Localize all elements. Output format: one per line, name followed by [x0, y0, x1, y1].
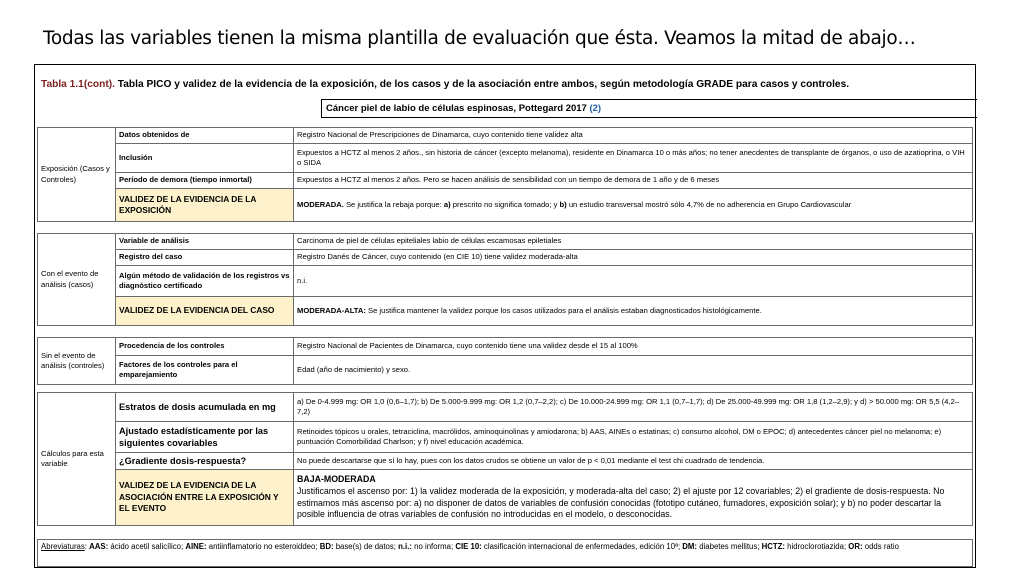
- abbreviations-footer: Abreviaturas: AAS: ácido acetil salicílico; AINE: antiinflamatorio no esteroiddeo; BD: base(s) de datos; n.i.: no informa; CIE 10: clasificación internacional de enfermedades, edición 10ª; DM: diabetes mellitus; HCTZ: hidroclorotiazida; OR: odds ratio: [37, 539, 973, 567]
- cases-key-variable: Variable de análisis: [116, 234, 294, 250]
- exposure-key-delay: Período de demora (tiempo inmortal): [116, 173, 294, 189]
- caption-label: Tabla 1.1(cont).: [41, 79, 115, 90]
- exposure-validity-value: MODERADA. Se justifica la rebaja porque: a) prescrito no significa tomado; y b) un estudio transversal mostró sólo 4,7% de no adherencia en Grupo Cardiovascular: [294, 189, 973, 222]
- cases-label: Con el evento de análisis (casos): [38, 234, 116, 326]
- exposure-value-inclusion: Expuestos a HCTZ al menos 2 años., sin historia de cáncer (excepto melanoma), residente en Dinamarca 10 o más años; no tener anecdentes de transplante de órganos, o uso de azatioprina, o VIH o SIDA: [294, 144, 973, 173]
- cases-key-validation: Algún método de validación de los registros vs diagnóstico certificado: [116, 266, 294, 297]
- cases-value-registry: Registro Danés de Cáncer, cuyo contenido (en CIE 10) tiene validez moderada-alta: [294, 250, 973, 266]
- calc-validity-key: VALIDEZ DE LA EVIDENCIA DE LA ASOCIACIÓN ENTRE LA EXPOSICIÓN Y EL EVENTO: [116, 470, 294, 526]
- controls-label: Sin el evento de análisis (controles): [38, 338, 116, 385]
- exposure-validity-key: VALIDEZ DE LA EVIDENCIA DE LA EXPOSICIÓN: [116, 189, 294, 222]
- study-header: [321, 99, 977, 118]
- exposure-value-delay: Expuestos a HCTZ al menos 2 años. Pero se hacen análisis de sensibilidad con un tiempo de demora de 1 año y de 6 meses: [294, 173, 973, 189]
- cases-section: [37, 233, 973, 326]
- calc-key-dose-response: ¿Gradiente dosis-respuesta?: [116, 453, 294, 470]
- cases-value-validation: n.i.: [294, 266, 973, 297]
- slide-title: Todas las variables tienen la misma plantilla de evaluación que ésta. Veamos la mitad de abajo…: [43, 28, 916, 49]
- exposure-value-source: Registro Nacional de Prescripciones de Dinamarca, cuyo contenido tiene validez alta: [294, 128, 973, 144]
- abbreviations-heading: Abreviaturas: [41, 542, 85, 551]
- exposure-key-source: Datos obtenidos de: [116, 128, 294, 144]
- controls-value-origin: Registro Nacional de Pacientes de Dinamarca, cuyo contenido tiene una validez desde el 15 al 100%: [294, 338, 973, 356]
- exposure-label: Exposición (Casos y Controles): [38, 128, 116, 222]
- controls-key-matching: Factores de los controles para el emparejamiento: [116, 356, 294, 385]
- controls-key-origin: Procedencia de los controles: [116, 338, 294, 356]
- caption-text: Tabla PICO y validez de la evidencia de la exposición, de los casos y de la asociación entre ambos, según metodología GRADE para casos y controles.: [114, 79, 850, 90]
- calculations-section: [37, 392, 973, 526]
- table-caption: [41, 79, 971, 90]
- exposure-section: [37, 127, 973, 222]
- calc-validity-value: [294, 470, 973, 526]
- study-name: Cáncer piel de labio de células espinosas, Pottegard 2017: [326, 103, 590, 114]
- calc-key-covariates: Ajustado estadísticamente por las siguientes covariables: [116, 422, 294, 453]
- cases-validity-key: VALIDEZ DE LA EVIDENCIA DEL CASO: [116, 297, 294, 326]
- calc-validity-level: BAJA-MODERADA: [297, 474, 376, 485]
- calc-validity-text: Justificamos el ascenso por: 1) la validez moderada de la exposición, y moderada-alta del caso; 2) el ajuste por 12 covariables; 2) el gradiente de dosis-respuesta. No estimamos más ascenso por: a) no disponer de datos de variables de confusión conocidas (fototipo cutáneo, fumadores, exposición solar); y b) no poder descartar la posible influencia de otras variables de confusión no introducidas en el modelo, o desconocidas.: [297, 485, 945, 520]
- controls-value-matching: Edad (año de nacimiento) y sexo.: [294, 356, 973, 385]
- calc-value-dose-strata: a) De 0-4.999 mg: OR 1,0 (0,6–1,7); b) De 5.000-9.999 mg: OR 1,2 (0,7–2,2); c) De 10.000-24.999 mg: OR 1,1 (0,7–1,7); d) De 25.000-49.999 mg: OR 1,8 (1,2–2,9); y d) > 50.000 mg: OR 5,5 (4,2–7,2): [294, 393, 973, 422]
- exposure-key-inclusion: Inclusión: [116, 144, 294, 173]
- calc-value-dose-response: No puede descartarse que sí lo hay, pues con los datos crudos se obtiene un valor de p < 0,01 mediante el test chi cuadrado de tendencia.: [294, 453, 973, 470]
- calculations-label: Cálculos para esta variable: [38, 393, 116, 526]
- controls-section: [37, 337, 973, 385]
- calc-value-covariates: Retinoides tópicos u orales, tetraciclina, macrólidos, aminoquinolinas y amiodarona; b) AAS, AINEs o estatinas; c) consumo alcohol, DM o EPOC; d) antecedentes cáncer piel no melanoma; e) puntuación Comorbilidad Charlson; y f) nivel educación académica.: [294, 422, 973, 453]
- study-reference-link[interactable]: (2): [589, 103, 602, 114]
- table-frame: [34, 64, 976, 568]
- calc-key-dose-strata: Estratos de dosis acumulada en mg: [116, 393, 294, 422]
- cases-value-variable: Carcinoma de piel de células epiteliales labio de células escamosas epiletiales: [294, 234, 973, 250]
- cases-key-registry: Registro del caso: [116, 250, 294, 266]
- cases-validity-value: MODERADA-ALTA: Se justifica mantener la validez porque los casos utilizados para el análisis estaban diagnosticados histológicamente.: [294, 297, 973, 326]
